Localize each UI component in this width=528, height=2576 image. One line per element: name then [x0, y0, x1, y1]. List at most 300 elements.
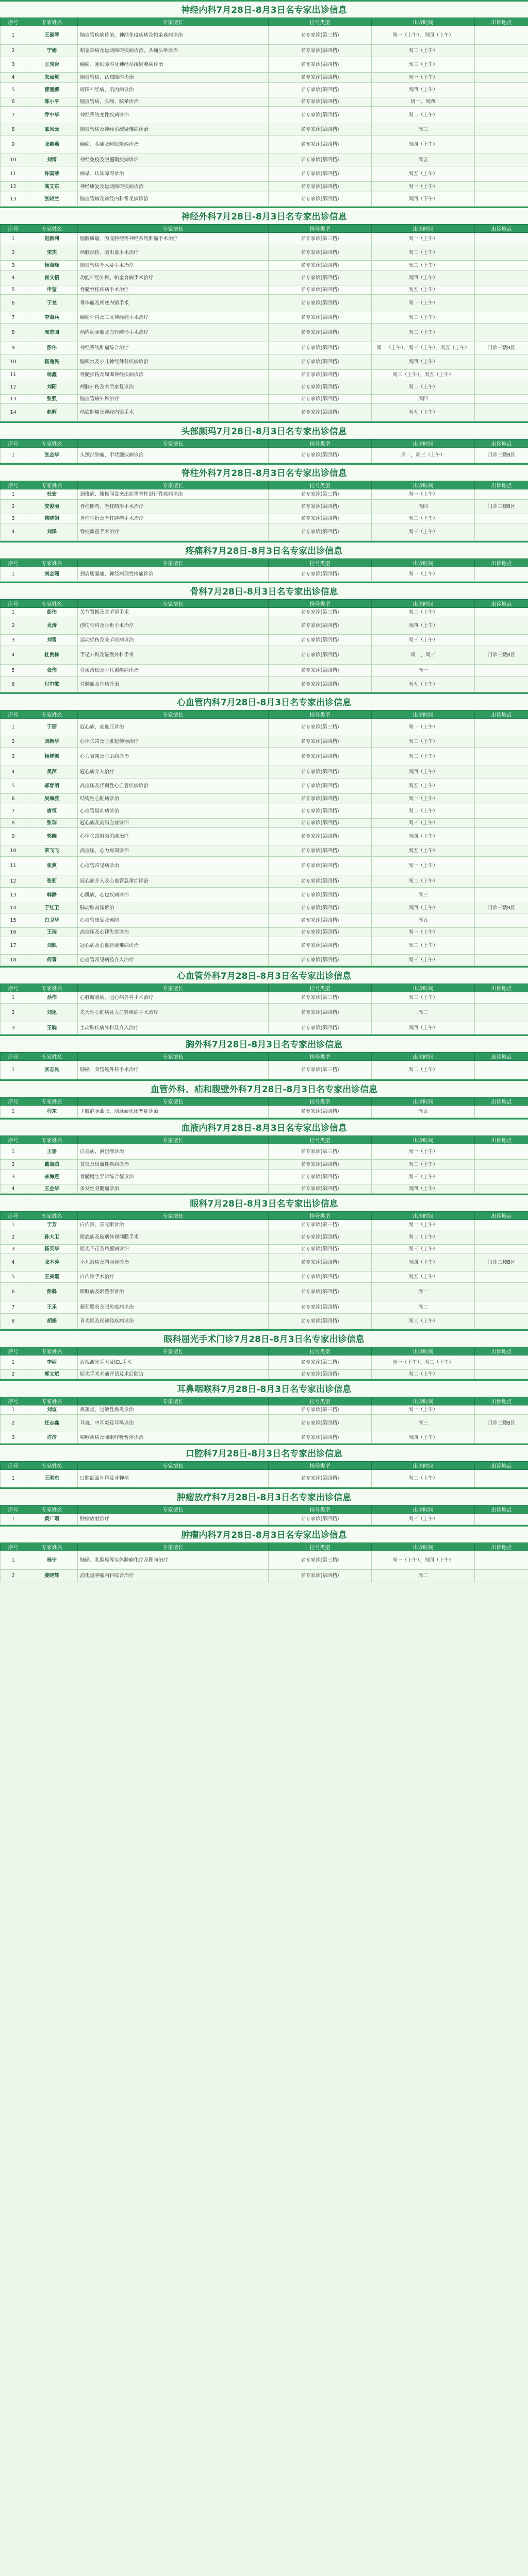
visit-location	[475, 285, 528, 295]
doctor-name: 赵新利	[26, 233, 78, 245]
registration-type: 名专家诊(第四档)	[269, 888, 372, 903]
doctor-name: 宁娟	[26, 45, 78, 57]
doctor-specialty: 下肢静脉曲张、动脉硬化闭塞症诊治	[78, 1106, 269, 1118]
column-header: 专家擅长	[78, 18, 269, 26]
row-index: 11	[1, 370, 26, 380]
visit-time: 周五	[372, 913, 475, 928]
table-row	[1, 182, 528, 192]
row-index: 2	[1, 1415, 26, 1432]
registration-type: 名专家诊(第四档)	[269, 804, 372, 819]
visit-location	[475, 124, 528, 135]
schedule-table	[0, 1397, 528, 1444]
visit-location	[475, 635, 528, 646]
row-index: 4	[1, 646, 26, 665]
doctor-specialty: 近视激光手术及ICL手术	[78, 1355, 269, 1370]
row-index: 1	[1, 489, 26, 500]
visit-time: 周一（上午）	[372, 1144, 475, 1160]
doctor-specialty: 颅底肿瘤及神经内镜手术	[78, 404, 269, 421]
visit-time: 周一（上午）	[372, 295, 475, 312]
doctor-specialty: 肺癌、乳腺癌等实体肿瘤化疗及靶向治疗	[78, 1551, 269, 1570]
row-index: 2	[1, 45, 26, 57]
doctor-name: 郭晓	[26, 828, 78, 845]
doctor-name: 张莉	[26, 875, 78, 888]
row-index: 7	[1, 107, 26, 124]
visit-location	[475, 182, 528, 192]
doctor-specialty: 心律失常及心脏起搏器治疗	[78, 736, 269, 748]
doctor-specialty: 颅脑损伤、脑出血手术治疗	[78, 245, 269, 261]
doctor-specialty: 心血管常见病诊治	[78, 857, 269, 875]
table-row	[1, 370, 528, 380]
visit-location	[475, 1405, 528, 1415]
doctor-specialty: 运动损伤及关节疾病诊治	[78, 635, 269, 646]
row-index: 1	[1, 992, 26, 1004]
schedule-table	[0, 710, 528, 966]
schedule-table	[0, 1543, 528, 1582]
visit-time: 周三	[372, 124, 475, 135]
visit-location	[475, 1245, 528, 1254]
doctor-name: 张本涛	[26, 1254, 78, 1272]
doctor-specialty: 冠心病及心血管疑难病诊治	[78, 937, 269, 955]
doctor-specialty: 脑血管病介入及手术治疗	[78, 261, 269, 271]
doctor-name: 曹丽娜	[26, 83, 78, 97]
row-index: 10	[1, 154, 26, 166]
registration-type: 名专家诊(第四档)	[269, 404, 372, 421]
column-header: 挂号类型	[269, 18, 372, 26]
registration-type: 名专家诊(第四档)	[269, 955, 372, 966]
column-header: 挂号类型	[269, 1462, 372, 1470]
table-row	[1, 354, 528, 370]
doctor-specialty: 心血管康复及预防	[78, 913, 269, 928]
schedule-section	[0, 582, 528, 692]
column-header: 专家姓名	[26, 1097, 78, 1106]
doctor-specialty: 脊柱微创手术治疗	[78, 523, 269, 541]
visit-time: 周三（上午）	[372, 819, 475, 828]
registration-type: 名专家诊(第四档)	[269, 523, 372, 541]
doctor-name: 吴海波	[26, 794, 78, 804]
registration-type: 名专家诊(第四档)	[269, 354, 372, 370]
visit-time: 周二（上午）	[372, 380, 475, 395]
visit-time: 周五	[372, 1106, 475, 1118]
doctor-specialty: 脑血管病及神经内科常见病诊治	[78, 192, 269, 207]
table-row	[1, 1106, 528, 1118]
visit-time: 周一（上午）	[372, 489, 475, 500]
column-header: 专家擅长	[78, 481, 269, 489]
schedule-section	[0, 1487, 528, 1525]
table-row	[1, 261, 528, 271]
doctor-specialty: 颅脑外伤及术后康复诊治	[78, 380, 269, 395]
table-row	[1, 736, 528, 748]
visit-location	[475, 677, 528, 692]
visit-time: 周四（上午）	[372, 1432, 475, 1444]
row-index: 3	[1, 261, 26, 271]
doctor-name: 张晓兰	[26, 192, 78, 207]
table-row	[1, 1470, 528, 1487]
row-index: 3	[1, 514, 26, 523]
doctor-specialty: 颅内动脉瘤及血管畸形手术治疗	[78, 324, 269, 342]
column-header: 序号	[1, 1136, 26, 1144]
doctor-specialty: 消化道肿瘤内科综合治疗	[78, 1570, 269, 1582]
doctor-name: 刘博	[26, 154, 78, 166]
doctor-specialty: 脑血管病、头痛、眩晕诊治	[78, 97, 269, 107]
visit-location	[475, 192, 528, 207]
column-header: 专家擅长	[78, 225, 269, 233]
row-index: 5	[1, 285, 26, 295]
registration-type: 名专家诊(第四档)	[269, 1272, 372, 1283]
column-header: 出诊时间	[372, 1543, 475, 1551]
column-header: 出诊地点	[475, 984, 528, 992]
row-index: 1	[1, 1470, 26, 1487]
row-index: 18	[1, 955, 26, 966]
column-header: 出诊地点	[475, 481, 528, 489]
doctor-name: 彭伟	[26, 608, 78, 617]
doctor-name: 李海燕	[26, 1170, 78, 1184]
table-row	[1, 166, 528, 182]
doctor-name: 李海兵	[26, 312, 78, 324]
visit-time: 周一、周四	[372, 97, 475, 107]
visit-location	[475, 57, 528, 73]
visit-time: 周一（上午）	[372, 567, 475, 582]
visit-time: 周三（上午）	[372, 1514, 475, 1525]
registration-type: 名专家诊(第四档)	[269, 617, 372, 635]
column-header: 出诊地点	[475, 559, 528, 567]
table-row	[1, 448, 528, 463]
registration-type: 名专家诊(第四档)	[269, 677, 372, 692]
row-index: 1	[1, 1514, 26, 1525]
doctor-specialty: 头颈部肿瘤、甲状腺疾病诊治	[78, 448, 269, 463]
visit-time: 周二（上午）	[372, 1061, 475, 1079]
doctor-name: 王珊	[26, 1144, 78, 1160]
registration-type: 名专家诊(第四档)	[269, 285, 372, 295]
visit-time: 周五（上午）	[372, 166, 475, 182]
registration-type: 名专家诊(第四档)	[269, 295, 372, 312]
doctor-name: 唐恒	[26, 804, 78, 819]
section-title: 肿瘤内科7月28日-8月3日名专家出诊信息	[0, 1525, 528, 1543]
column-header: 出诊时间	[372, 481, 475, 489]
registration-type: 名专家诊(第四档)	[269, 1184, 372, 1194]
table-row	[1, 1144, 528, 1160]
table-row	[1, 107, 528, 124]
row-index: 12	[1, 182, 26, 192]
doctor-specialty: 骨髓增生异常综合征诊治	[78, 1170, 269, 1184]
column-header: 专家姓名	[26, 1136, 78, 1144]
column-header: 专家姓名	[26, 984, 78, 992]
column-header: 专家姓名	[26, 1505, 78, 1514]
doctor-name: 戴海鸥	[26, 1160, 78, 1170]
doctor-name: 邵凤云	[26, 124, 78, 135]
doctor-name: 付巾敬	[26, 677, 78, 692]
doctor-specialty: 手足外科及显微外科手术	[78, 646, 269, 665]
column-header: 序号	[1, 984, 26, 992]
row-index: 3	[1, 1170, 26, 1184]
doctor-name: 王淑琴	[26, 26, 78, 45]
row-index: 2	[1, 1004, 26, 1022]
doctor-name: 张伟	[26, 665, 78, 677]
registration-type: 名专家诊(第三档)	[269, 1551, 372, 1570]
doctor-name: 张金华	[26, 448, 78, 463]
column-header: 出诊时间	[372, 710, 475, 719]
table-row	[1, 819, 528, 828]
row-index: 1	[1, 1220, 26, 1230]
column-header: 出诊时间	[372, 439, 475, 448]
column-header: 出诊地点	[475, 1053, 528, 1061]
doctor-specialty: 脊柱侧弯、脊柱畸形手术治疗	[78, 500, 269, 514]
column-header: 专家姓名	[26, 439, 78, 448]
table-row	[1, 1160, 528, 1170]
section-title: 耳鼻咽喉科7月28日-8月3日名专家出诊信息	[0, 1379, 528, 1397]
doctor-name: 张瑞	[26, 819, 78, 828]
visit-time: 周四	[372, 395, 475, 404]
column-header: 专家擅长	[78, 984, 269, 992]
doctor-name: 王瑞	[26, 928, 78, 937]
section-title: 眼科屈光手术门诊7月28日-8月3日名专家出诊信息	[0, 1329, 528, 1347]
column-header: 出诊时间	[372, 1505, 475, 1514]
registration-type: 名专家诊(第四档)	[269, 1514, 372, 1525]
doctor-name: 王美霞	[26, 1272, 78, 1283]
column-header: 序号	[1, 1053, 26, 1061]
schedule-section	[0, 1079, 528, 1118]
column-header: 序号	[1, 481, 26, 489]
section-title: 胸外科7月28日-8月3日名专家出诊信息	[0, 1035, 528, 1052]
registration-type: 名专家诊(第四档)	[269, 83, 372, 97]
visit-location	[475, 1184, 528, 1194]
visit-time: 周三	[372, 888, 475, 903]
visit-location	[475, 1106, 528, 1118]
doctor-name: 肖文韬	[26, 271, 78, 285]
column-header: 出诊地点	[475, 1347, 528, 1355]
registration-type: 名专家诊(第四档)	[269, 342, 372, 354]
registration-type: 名专家诊(第四档)	[269, 395, 372, 404]
visit-location	[475, 608, 528, 617]
doctor-specialty: 功能神经外科、帕金森病手术治疗	[78, 271, 269, 285]
visit-location: 门诊三楼B区	[475, 1254, 528, 1272]
table-row	[1, 395, 528, 404]
doctor-name: 李丽	[26, 1355, 78, 1370]
visit-location	[475, 354, 528, 370]
schedule-section	[0, 1379, 528, 1444]
row-index: 2	[1, 500, 26, 514]
row-index: 1	[1, 567, 26, 582]
visit-location	[475, 736, 528, 748]
section-title: 心血管内科7月28日-8月3日名专家出诊信息	[0, 692, 528, 710]
visit-location	[475, 819, 528, 828]
doctor-specialty: 癫痫外科及三叉神经痛手术治疗	[78, 312, 269, 324]
registration-type: 名专家诊(第四档)	[269, 635, 372, 646]
doctor-name: 杨宁	[26, 1551, 78, 1570]
visit-location	[475, 1514, 528, 1525]
table-row	[1, 955, 528, 966]
visit-location	[475, 1061, 528, 1079]
table-row	[1, 766, 528, 778]
row-index: 10	[1, 845, 26, 857]
row-index: 9	[1, 342, 26, 354]
registration-type: 名专家诊(第三档)	[269, 233, 372, 245]
table-row	[1, 794, 528, 804]
registration-type: 名专家诊(第四档)	[269, 107, 372, 124]
registration-type: 名专家诊(第四档)	[269, 1245, 372, 1254]
visit-location	[475, 937, 528, 955]
table-row	[1, 1022, 528, 1035]
registration-type: 名专家诊(第四档)	[269, 97, 372, 107]
visit-location	[475, 83, 528, 97]
table-row	[1, 1254, 528, 1272]
doctor-specialty: 葡萄膜炎及眼免疫病诊治	[78, 1301, 269, 1314]
table-row	[1, 567, 528, 582]
visit-time: 周三（上午），周五（上午）	[372, 370, 475, 380]
visit-time: 周一（上午），周四（上午）	[372, 1551, 475, 1570]
visit-time: 周四（上午）	[372, 903, 475, 913]
table-row	[1, 1514, 528, 1525]
doctor-name: 张惠燕	[26, 135, 78, 154]
table-row	[1, 73, 528, 83]
visit-time: 周一	[372, 1283, 475, 1301]
doctor-name: 杜贵林	[26, 646, 78, 665]
doctor-specialty: 冠心病及高脂血症诊治	[78, 819, 269, 828]
visit-time: 周一（上午）	[372, 719, 475, 736]
column-header: 专家擅长	[78, 1543, 269, 1551]
table-row	[1, 1301, 528, 1314]
visit-time: 周四（上午）	[372, 271, 475, 285]
doctor-specialty: 肿瘤放射治疗	[78, 1514, 269, 1525]
visit-location	[475, 312, 528, 324]
visit-time: 周五（上午）	[372, 404, 475, 421]
doctor-name: 安俊丽	[26, 500, 78, 514]
table-row	[1, 1551, 528, 1570]
table-row	[1, 1370, 528, 1379]
column-header: 出诊地点	[475, 1136, 528, 1144]
schedule-section	[0, 1118, 528, 1194]
row-index: 14	[1, 404, 26, 421]
row-index: 1	[1, 608, 26, 617]
visit-time: 周三（上午）	[372, 324, 475, 342]
row-index: 5	[1, 778, 26, 794]
doctor-specialty: 高血压及心律失常诊治	[78, 928, 269, 937]
doctor-specialty: 屈光手术术前评估及术后随访	[78, 1370, 269, 1379]
registration-type: 名专家诊(第四档)	[269, 312, 372, 324]
row-index: 10	[1, 354, 26, 370]
row-index: 6	[1, 677, 26, 692]
column-header: 挂号类型	[269, 1347, 372, 1355]
doctor-specialty: 脑血管病及神经系统疑难病诊治	[78, 124, 269, 135]
section-title: 神经外科7月28日-8月3日名专家出诊信息	[0, 207, 528, 224]
table-row	[1, 992, 528, 1004]
column-header: 挂号类型	[269, 481, 372, 489]
registration-type: 名专家诊(第四档)	[269, 766, 372, 778]
visit-time: 周一（上午）	[372, 73, 475, 83]
doctor-specialty: 主动脉疾病外科及介入治疗	[78, 1022, 269, 1035]
visit-time: 周二（上午）	[372, 1230, 475, 1245]
column-header: 挂号类型	[269, 559, 372, 567]
doctor-name: 刘雪	[26, 635, 78, 646]
visit-location	[475, 928, 528, 937]
doctor-specialty: 创伤骨科及骨折手术治疗	[78, 617, 269, 635]
visit-location	[475, 1022, 528, 1035]
visit-location	[475, 395, 528, 404]
visit-location	[475, 888, 528, 903]
table-row	[1, 1170, 528, 1184]
visit-location	[475, 154, 528, 166]
doctor-specialty: 心肌病、心包疾病诊治	[78, 888, 269, 903]
doctor-specialty: 心血管常见病及介入治疗	[78, 955, 269, 966]
schedule-section	[0, 207, 528, 421]
column-header: 专家姓名	[26, 559, 78, 567]
doctor-name: 刘凯	[26, 937, 78, 955]
doctor-name: 白卫华	[26, 913, 78, 928]
visit-location	[475, 404, 528, 421]
registration-type: 名专家诊(第四档)	[269, 819, 372, 828]
column-header: 专家姓名	[26, 1212, 78, 1220]
doctor-name: 杨婵娜	[26, 748, 78, 766]
registration-type: 名专家诊(第四档)	[269, 1004, 372, 1022]
column-header: 专家擅长	[78, 600, 269, 608]
row-index: 6	[1, 97, 26, 107]
visit-location	[475, 73, 528, 83]
visit-time: 周四（上午）	[372, 1184, 475, 1194]
doctor-specialty: 骨肿瘤及骨病诊治	[78, 677, 269, 692]
column-header: 出诊地点	[475, 1543, 528, 1551]
schedule-section	[0, 1525, 528, 1582]
row-index: 15	[1, 913, 26, 928]
row-index: 4	[1, 271, 26, 285]
column-header: 出诊地点	[475, 600, 528, 608]
doctor-specialty: 高血压及代谢性心血管疾病诊治	[78, 778, 269, 794]
table-row	[1, 937, 528, 955]
registration-type: 名专家诊(第四档)	[269, 124, 372, 135]
table-row	[1, 295, 528, 312]
row-index: 16	[1, 928, 26, 937]
row-index: 5	[1, 665, 26, 677]
column-header: 挂号类型	[269, 1097, 372, 1106]
doctor-name: 许国荣	[26, 166, 78, 182]
doctor-specialty: 冠心病、高血压诊治	[78, 719, 269, 736]
table-row	[1, 285, 528, 295]
doctor-name: 孙大卫	[26, 1230, 78, 1245]
visit-time: 周三（上午）	[372, 635, 475, 646]
visit-time: 周一（上午）	[372, 182, 475, 192]
doctor-specialty: 神经免疫及脱髓鞘疾病诊治	[78, 154, 269, 166]
section-title: 骨科7月28日-8月3日名专家出诊信息	[0, 582, 528, 599]
visit-time: 周二（上午）	[372, 1160, 475, 1170]
row-index: 2	[1, 1570, 26, 1582]
table-row	[1, 26, 528, 45]
section-title: 眼科7月28日-8月3日名专家出诊信息	[0, 1194, 528, 1211]
doctor-name: 王刚东	[26, 1470, 78, 1487]
schedule-section	[0, 1194, 528, 1329]
visit-time: 周一（上午）	[372, 928, 475, 937]
doctor-specialty: 脑胶质瘤、颅底肿瘤等神经系统肿瘤手术治疗	[78, 233, 269, 245]
table-row	[1, 1061, 528, 1079]
visit-location	[475, 370, 528, 380]
registration-type: 名专家诊(第四档)	[269, 192, 372, 207]
column-header: 专家擅长	[78, 1397, 269, 1405]
column-header: 出诊地点	[475, 225, 528, 233]
table-row	[1, 245, 528, 261]
registration-type: 名专家诊(第四档)	[269, 448, 372, 463]
row-index: 9	[1, 828, 26, 845]
table-row	[1, 608, 528, 617]
column-header: 出诊时间	[372, 18, 475, 26]
column-header: 序号	[1, 1347, 26, 1355]
visit-time: 周五（上午）	[372, 1272, 475, 1283]
registration-type: 名专家诊(第四档)	[269, 154, 372, 166]
visit-time: 周一（上午）	[372, 233, 475, 245]
visit-time: 周二（上午）	[372, 875, 475, 888]
registration-type: 名专家诊(第四档)	[269, 500, 372, 514]
table-row	[1, 888, 528, 903]
registration-type: 名专家诊(第三档)	[269, 26, 372, 45]
registration-type: 名专家诊(第四档)	[269, 1160, 372, 1170]
schedule-table	[0, 599, 528, 692]
visit-location	[475, 1551, 528, 1570]
